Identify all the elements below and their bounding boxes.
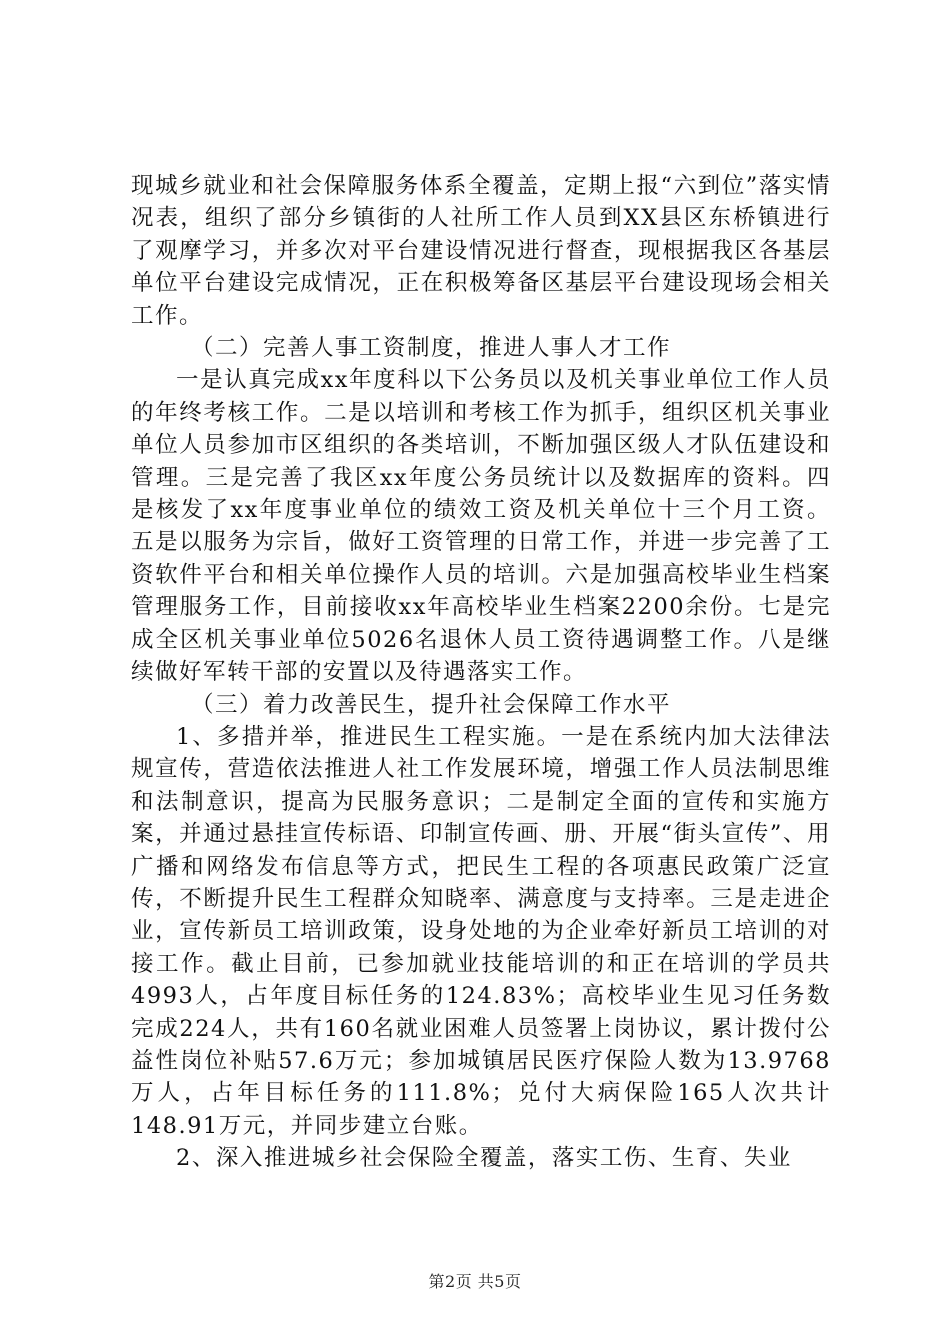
section-heading-3: （三）着力改善民生，提升社会保障工作水平 <box>191 691 672 718</box>
page-number-footer: 第2页 共5页 <box>428 1272 522 1291</box>
section-heading-2: （二）完善人事工资制度，推进人事人才工作 <box>191 335 672 362</box>
document-body <box>131 170 831 1175</box>
paragraph-social-insurance: 2、深入推进城乡社会保险全覆盖，落实工伤、生育、失业 <box>176 1145 792 1172</box>
paragraph-personnel-work: 一是认真完成xx年度科以下公务员以及机关事业单位工作人员的年终考核工作。二是以培训和考核工作为抓手，组织区机关事业单位人员参加市区组织的各类培训，不断加强区级人才队伍建设和管理。三是完善了我区xx年度公务员统计以及数据库的资料。四是核发了xx年度事业单位的绩效工资及机关单位十三个月工资。五是以服务为宗旨，做好工资管理的日常工作，并进一步完善了工资软件平台和相关单位操作人员的培训。六是加强高校毕业生档案管理服务工作，目前接收xx年高校毕业生档案2200余份。七是完成全区机关事业单位5026名退休人员工资待遇调整工作。八是继续做好军转干部的安置以及待遇落实工作。 <box>131 367 831 686</box>
paragraph-livelihood-projects: 1、多措并举，推进民生工程实施。一是在系统内加大法律法规宣传，营造依法推进人社工作发展环境，增强工作人员法制思维和法制意识，提高为民服务意识；二是制定全面的宣传和实施方案，并通过悬挂宣传标语、印制宣传画、册、开展“街头宣传”、用广播和网络发布信息等方式，把民生工程的各项惠民政策广泛宣传，不断提升民生工程群众知晓率、满意度与支持率。三是走进企业，宣传新员工培训政策，设身处地的为企业牵好新员工培训的对接工作。截止目前，已参加就业技能培训的和正在培训的学员共4993人，占年度目标任务的124.83%；高校毕业生见习任务数完成224人，共有160名就业困难人员签署上岗协议，累计拨付公益性岗位补贴57.6万元；参加城镇居民医疗保险人数为13.9768万人，占年目标任务的111.8%；兑付大病保险165人次共计148.91万元，并同步建立台账。 <box>131 723 831 1139</box>
paragraph-continuation: 现城乡就业和社会保障服务体系全覆盖，定期上报“六到位”落实情况表，组织了部分乡镇街的人社所工作人员到XX县区东桥镇进行了观摩学习，并多次对平台建设情况进行督查，现根据我区各基层单位平台建设完成情况，正在积极筹备区基层平台建设现场会相关工作。 <box>131 173 831 329</box>
